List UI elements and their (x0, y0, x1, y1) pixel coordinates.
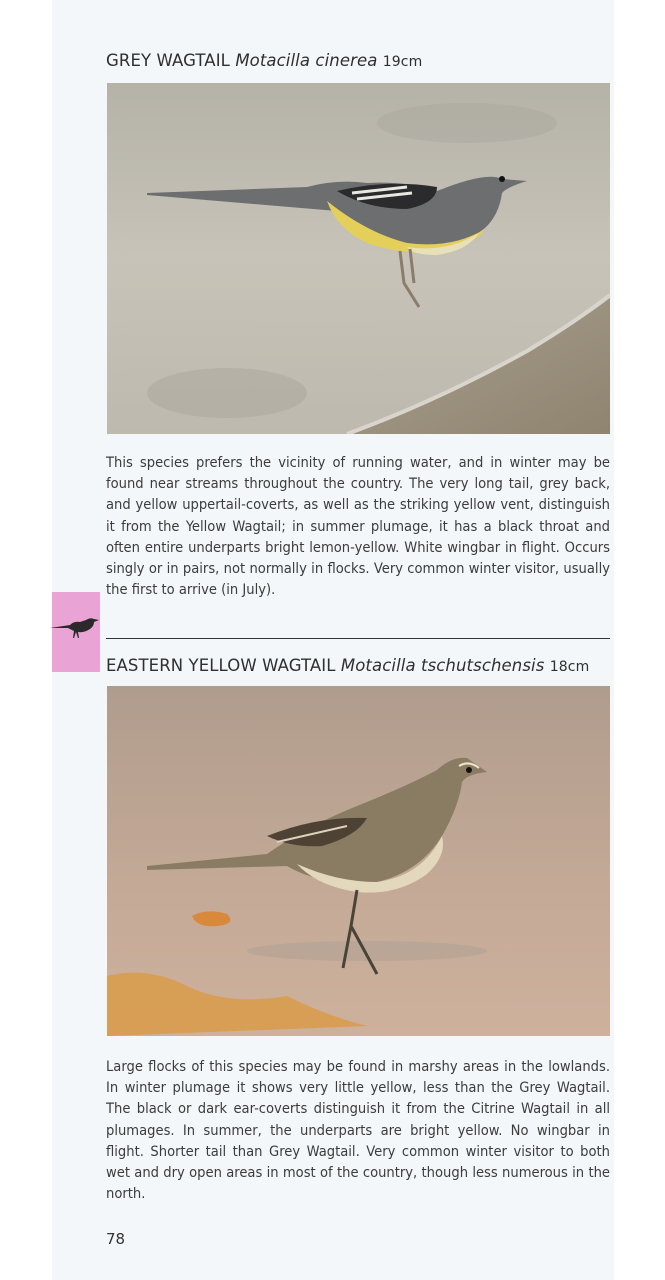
size: 18cm (549, 659, 590, 675)
scientific-name: Motacilla cinerea (235, 51, 378, 70)
section-divider (106, 638, 610, 639)
species-description-grey-wagtail: This species prefers the vicinity of running water, and in winter may be found near streams throughout the country. The very long tail, grey back, and yellow uppertail-coverts, as well as the striking yellow vent, distinguish it from the Yellow Wagtail; in summer plumage, it has a black throat and often entire underparts bright lemon-yellow. White wingbar in flight. Occurs singly or in pairs, not normally in flocks. Very common winter visitor, usually the first to arrive (in July). (106, 454, 610, 599)
species-description-eastern-yellow-wagtail: Large flocks of this species may be found in marshy areas in the lowlands. In winter plumage it shows very little yellow, less than the Grey Wagtail. The black or dark ear-coverts distinguish it from the Citrine Wagtail in all plumages. In summer, the underparts are bright yellow. No wingbar in flight. Shorter tail than Grey Wagtail. Very common winter visitor to both wet and dry open areas in most of the country, though less numerous in the north. (106, 1058, 610, 1203)
size: 19cm (382, 54, 423, 70)
page-gutter (0, 0, 52, 1280)
species-heading-eastern-yellow-wagtail (106, 656, 589, 675)
common-name: GREY WAGTAIL (106, 51, 230, 70)
page-number: 78 (106, 1230, 126, 1248)
species-heading-grey-wagtail (106, 51, 422, 70)
section-thumb-tab (52, 592, 100, 672)
grey-wagtail-photo (107, 83, 610, 434)
eastern-yellow-wagtail-photo (107, 686, 610, 1036)
wagtail-silhouette-icon (48, 612, 104, 642)
common-name: EASTERN YELLOW WAGTAIL (106, 656, 336, 675)
scientific-name: Motacilla tschutschensis (340, 656, 545, 675)
